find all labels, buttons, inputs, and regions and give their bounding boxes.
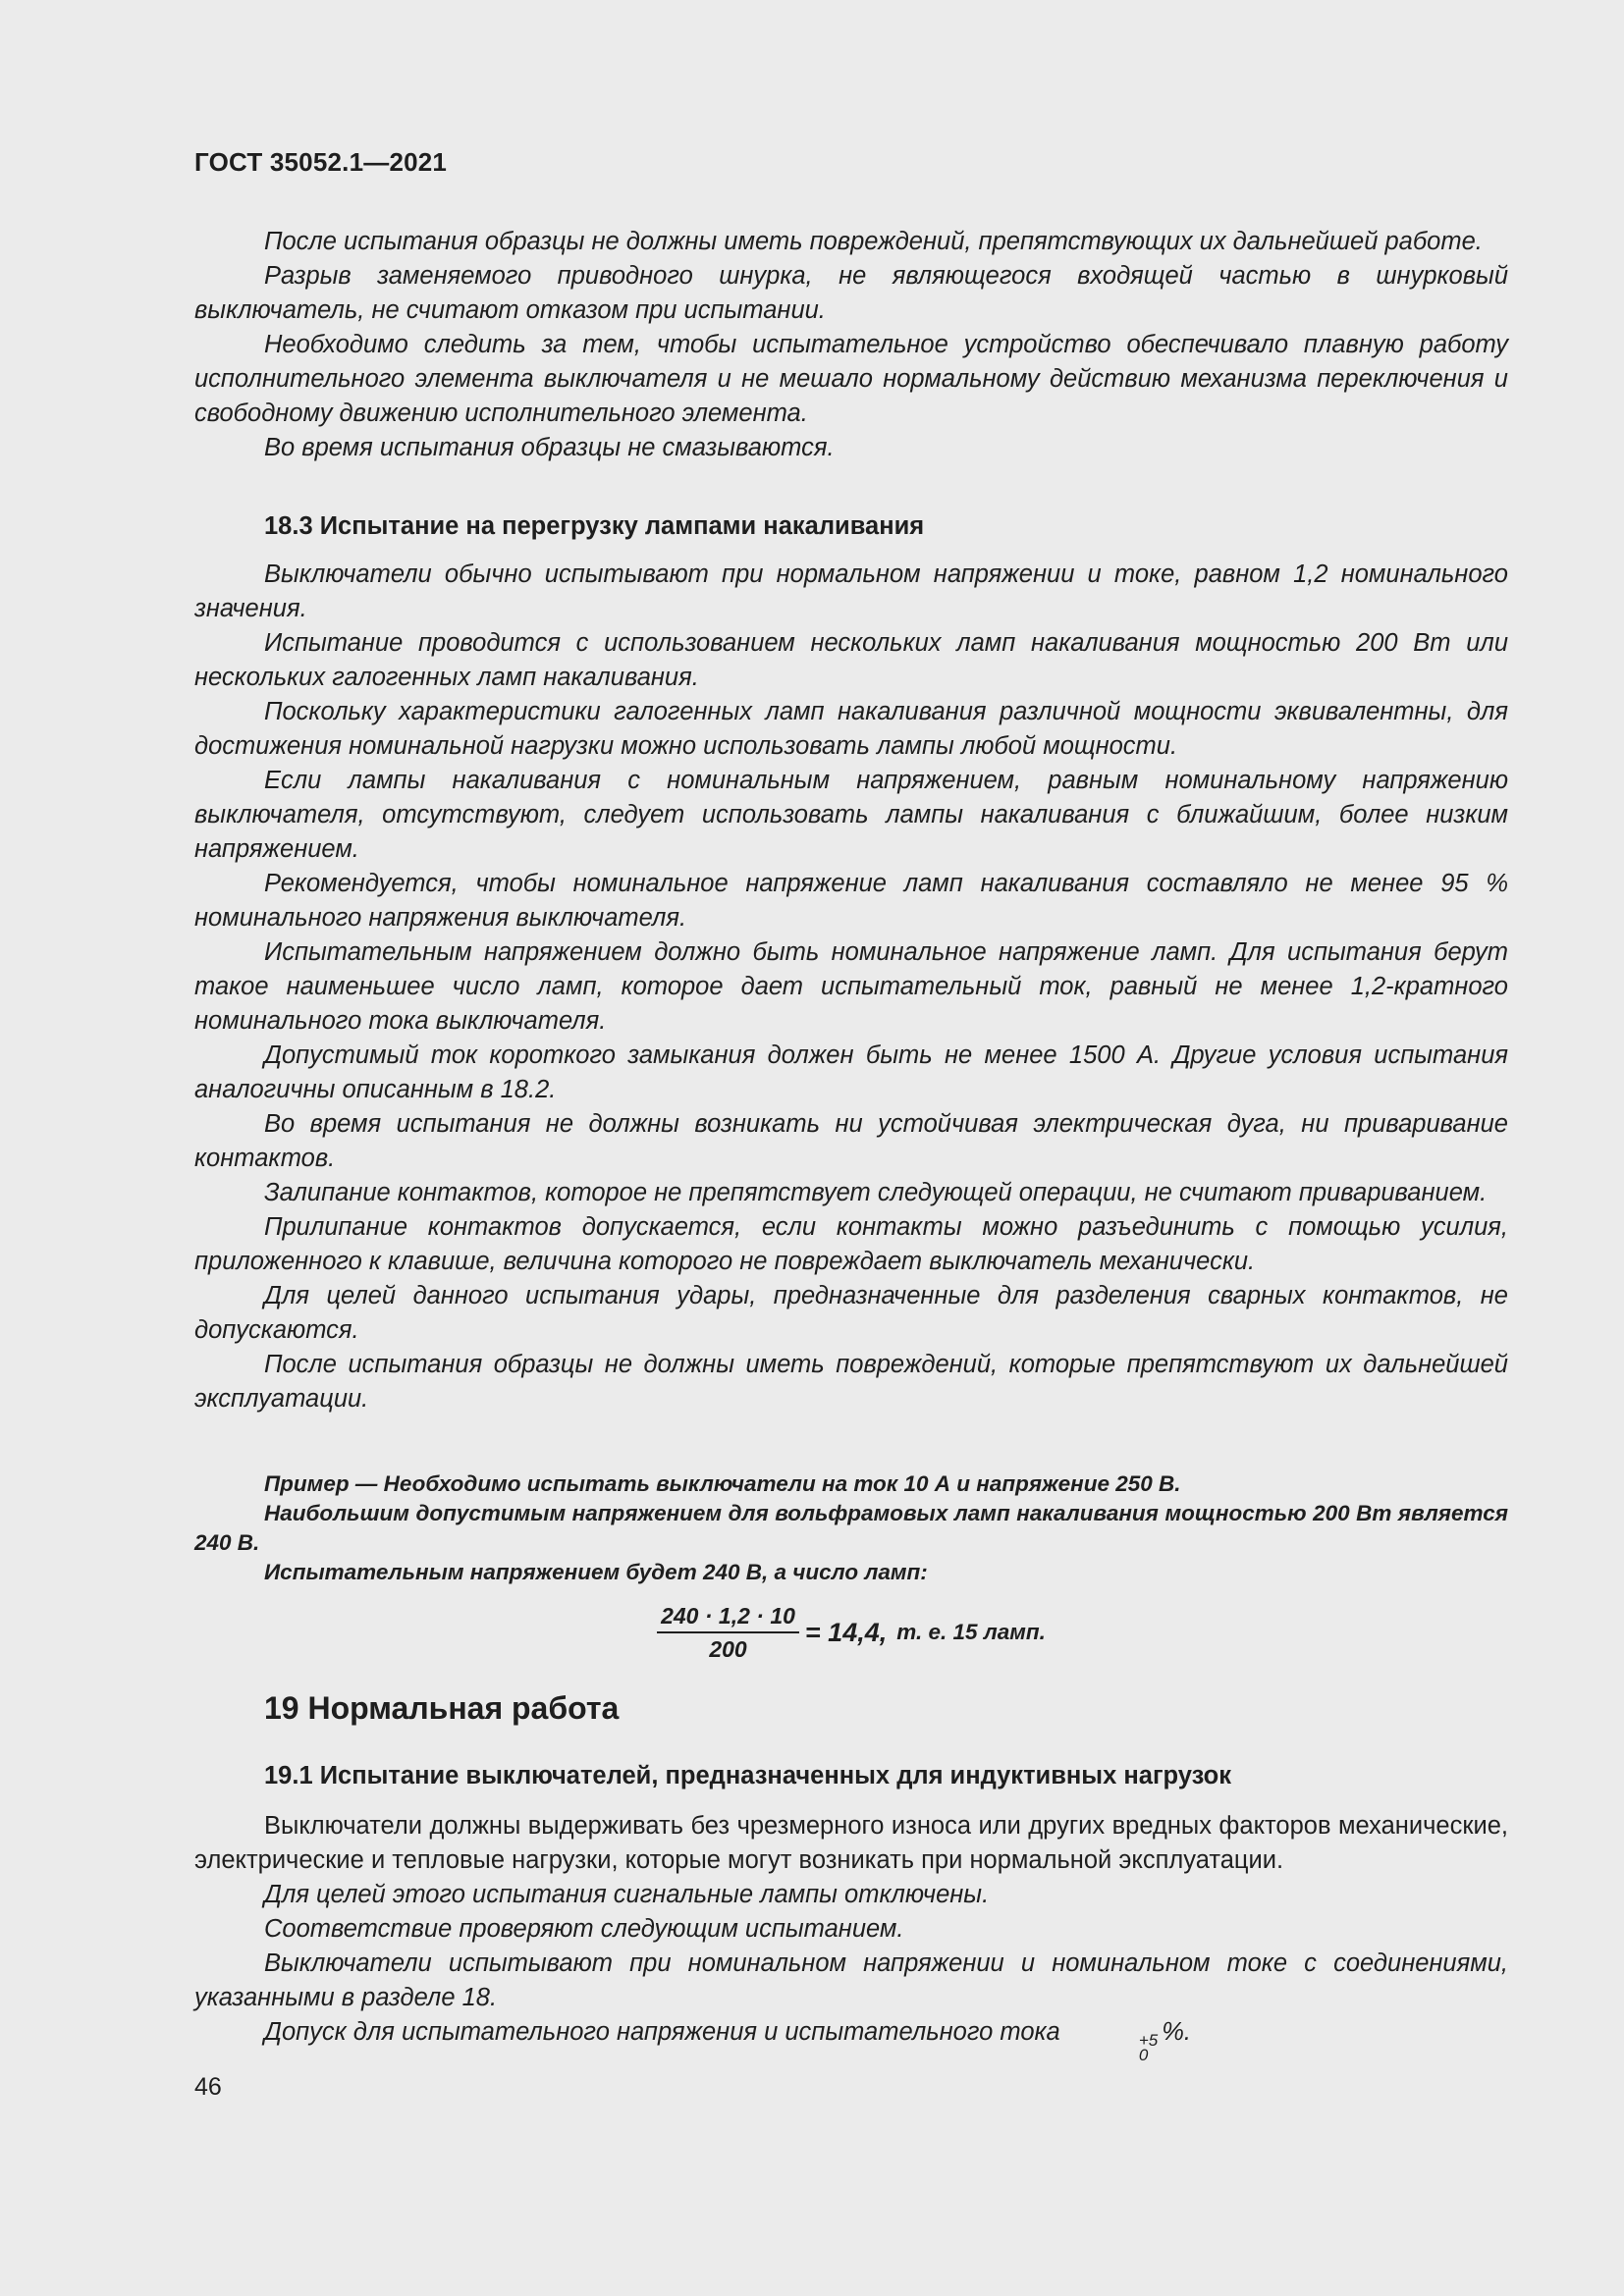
formula-tail: т. е. 15 ламп. bbox=[896, 1620, 1046, 1644]
tolerance-lower: 0 bbox=[1138, 2046, 1149, 2064]
paragraph: Во время испытания образцы не смазываются. bbox=[264, 434, 835, 461]
lamp-count-formula bbox=[194, 1602, 1508, 1663]
section-18-3-heading: 18.3 Испытание на перегрузку лампами накаливания bbox=[264, 512, 925, 540]
page-number: 46 bbox=[194, 2073, 222, 2101]
tolerance-paragraph bbox=[194, 2015, 1508, 2062]
example-line: Испытательным напряжением будет 240 В, а число ламп: bbox=[264, 1560, 928, 1584]
paragraph: После испытания образцы не должны иметь повреждений, препятствующих их дальнейшей работе. bbox=[264, 228, 1483, 255]
section-18-3-body bbox=[194, 558, 1508, 1416]
section-19-1-body bbox=[194, 1809, 1508, 2062]
paragraph: Во время испытания не должны возникать ни устойчивая электрическая дуга, ни приваривание контактов. bbox=[194, 1110, 1508, 1172]
paragraph: Разрыв заменяемого приводного шнурка, не являющегося входящей частью в шнурковый выключатель, не считают отказом при испытании. bbox=[194, 262, 1508, 324]
paragraph: Прилипание контактов допускается, если контакты можно разъединить с помощью усилия, приложенного к клавише, величина которого не повреждает выключатель механически. bbox=[194, 1213, 1508, 1275]
paragraph: Соответствие проверяют следующим испытанием. bbox=[264, 1915, 904, 1943]
section-19-heading: 19 Нормальная работа bbox=[264, 1690, 620, 1726]
paragraph: Выключатели обычно испытывают при нормальном напряжении и токе, равном 1,2 номинального значения. bbox=[194, 561, 1508, 622]
tolerance-unit: %. bbox=[1162, 2018, 1191, 2046]
paragraph: Если лампы накаливания с номинальным напряжением, равным номинальному напряжению выключателя, отсутствуют, следует использовать лампы накаливания с ближайшим, более низким напряжением. bbox=[194, 767, 1508, 863]
formula-result: = 14,4, bbox=[804, 1617, 888, 1647]
tolerance-text: Допуск для испытательного напряжения и испытательного тока bbox=[264, 2018, 1060, 2046]
example-note bbox=[194, 1469, 1508, 1587]
paragraph: Испытательным напряжением должно быть номинальное напряжение ламп. Для испытания берут такое наименьшее число ламп, которое дает испытательный ток, равный не менее 1,2-кратного номинального тока выключателя. bbox=[194, 938, 1508, 1035]
example-line: Наибольшим допустимым напряжением для вольфрамовых ламп накаливания мощностью 200 Вт является 240 В. bbox=[194, 1501, 1508, 1555]
paragraph: Необходимо следить за тем, чтобы испытательное устройство обеспечивало плавную работу исполнительного элемента выключателя и не мешало нормальному действию механизма переключения и свободному движению исполнительного элемента. bbox=[194, 331, 1508, 427]
paragraph: После испытания образцы не должны иметь повреждений, которые препятствуют их дальнейшей эксплуатации. bbox=[194, 1351, 1508, 1413]
tolerance-upper: +5 bbox=[1138, 2031, 1159, 2050]
paragraph: Допустимый ток короткого замыкания должен быть не менее 1500 А. Другие условия испытания аналогичны описанным в 18.2. bbox=[194, 1041, 1508, 1103]
paragraph: Поскольку характеристики галогенных ламп накаливания различной мощности эквивалентны, для достижения номинальной нагрузки можно использовать лампы любой мощности. bbox=[194, 698, 1508, 760]
formula-numerator: 240 · 1,2 · 10 bbox=[657, 1602, 799, 1633]
intro-paragraphs bbox=[194, 225, 1508, 465]
paragraph: Испытание проводится с использованием нескольких ламп накаливания мощностью 200 Вт или нескольких галогенных ламп накаливания. bbox=[194, 629, 1508, 691]
formula-fraction bbox=[657, 1602, 799, 1663]
example-line: Пример — Необходимо испытать выключатели на ток 10 А и напряжение 250 В. bbox=[264, 1471, 1181, 1496]
tolerance-limits bbox=[1069, 2033, 1158, 2062]
paragraph: Для целей этого испытания сигнальные лампы отключены. bbox=[264, 1881, 990, 1908]
document-id: ГОСТ 35052.1—2021 bbox=[194, 147, 448, 177]
section-19-1-heading: 19.1 Испытание выключателей, предназначенных для индуктивных нагрузок bbox=[264, 1762, 1232, 1789]
paragraph: Выключатели должны выдерживать без чрезмерного износа или других вредных факторов механические, электрические и тепловые нагрузки, которые могут возникать при нормальной эксплуатации. bbox=[194, 1812, 1508, 1874]
paragraph: Для целей данного испытания удары, предназначенные для разделения сварных контактов, не допускаются. bbox=[194, 1282, 1508, 1344]
paragraph: Рекомендуется, чтобы номинальное напряжение ламп накаливания составляло не менее 95 % номинального напряжения выключателя. bbox=[194, 870, 1508, 932]
paragraph: Выключатели испытывают при номинальном напряжении и номинальном токе с соединениями, указанными в разделе 18. bbox=[194, 1949, 1508, 2011]
paragraph: Залипание контактов, которое не препятствует следующей операции, не считают привариванием. bbox=[264, 1179, 1488, 1206]
formula-denominator: 200 bbox=[709, 1636, 747, 1662]
